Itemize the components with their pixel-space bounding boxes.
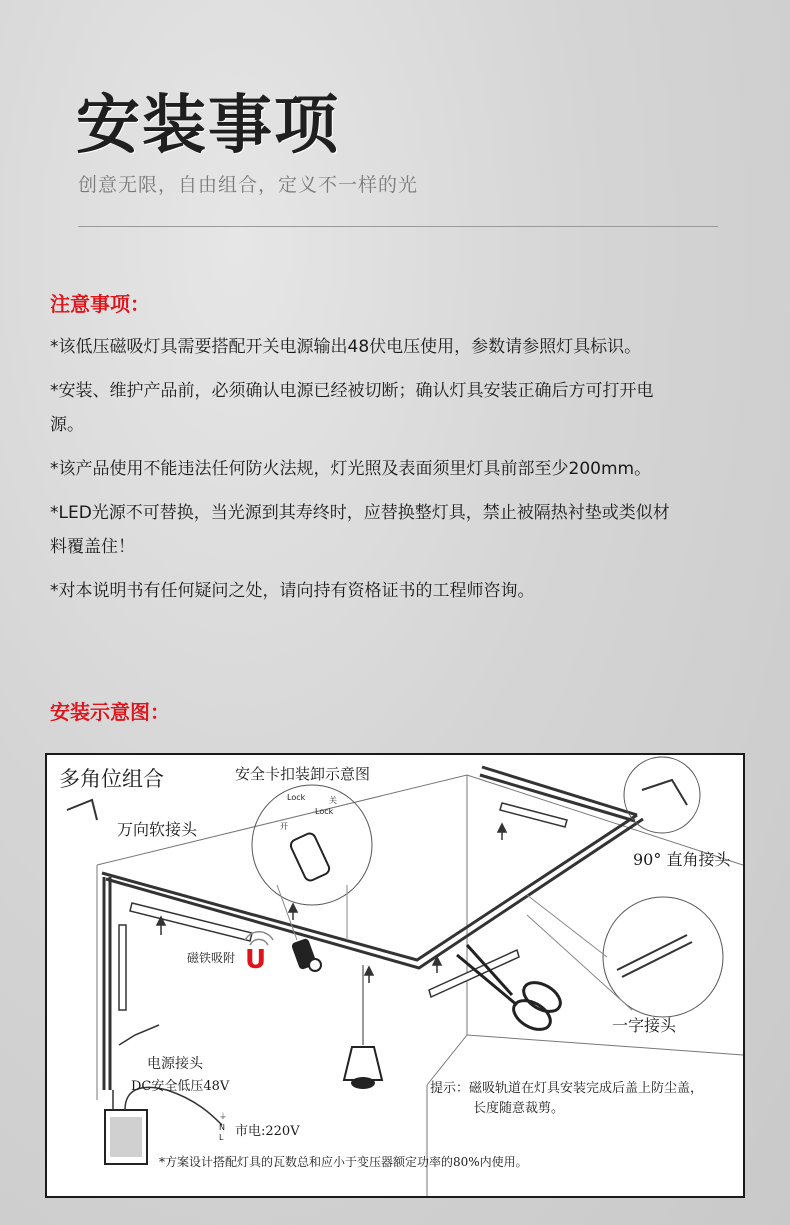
label-magnet: 磁铁吸附 (187, 951, 236, 965)
label-right-angle: 90° 直角接头 (633, 850, 731, 869)
notice-item: *该低压磁吸灯具需要搭配开关电源输出48伏电压使用，参数请参照灯具标识。 (50, 337, 642, 357)
label-power-connector: 电源接头 (147, 1056, 203, 1072)
notice-item: *对本说明书有任何疑问之处，请向持有资格证书的工程师咨询。 (50, 581, 535, 601)
notice-item: *该产品使用不能违法任何防火法规，灯光照及表面须里灯具前部至少200mm。 (50, 459, 652, 479)
terminal-ground: ⏚ (219, 1112, 227, 1121)
label-lock-a: Lock (287, 793, 306, 802)
label-multi-angle: 多角位组合 (59, 767, 164, 791)
page-subtitle: 创意无限，自由组合，定义不一样的光 (78, 174, 419, 196)
label-tip-line2: 长度随意裁剪。 (473, 1101, 565, 1116)
magnet-symbol: U (245, 945, 267, 975)
label-dc-voltage: DC安全低压48V (131, 1079, 230, 1094)
pendant-lamp (344, 965, 382, 1089)
notice-list (50, 330, 690, 618)
label-tip-line1: 提示：磁吸轨道在灯具安装完成后盖上防尘盖， (430, 1081, 704, 1096)
power-supply (105, 1025, 222, 1164)
label-straight-connector: 一字接头 (612, 1016, 677, 1035)
label-mains: 市电:220V (235, 1124, 300, 1139)
page-title: 安装事项 (76, 89, 340, 163)
installation-diagram (45, 753, 745, 1198)
label-flex-connector: 万向软接头 (117, 820, 198, 839)
diagram-heading: 安装示意图： (50, 700, 170, 724)
label-footnote: *方案设计搭配灯具的瓦数总和应小于变压器额定功率的80%内使用。 (159, 1155, 528, 1169)
header-divider (78, 226, 718, 227)
label-lock-b: Lock (315, 807, 334, 816)
detail-callouts (252, 757, 723, 1017)
terminal-l: L (219, 1133, 224, 1142)
label-open-a: 开 (280, 822, 288, 831)
notice-item: *LED光源不可替换，当光源到其寿终时，应替换整灯具，禁止被隔热衬垫或类似材料覆盖住！ (50, 503, 670, 557)
notice-heading: 注意事项： (50, 292, 150, 316)
spotlights (289, 832, 331, 971)
terminal-n: N (219, 1123, 225, 1132)
label-safety-clip: 安全卡扣装卸示意图 (235, 765, 371, 783)
notice-item: *安装、维护产品前，必须确认电源已经被切断；确认灯具安装正确后方可打开电源。 (50, 381, 654, 435)
label-open-b: 关 (329, 796, 337, 805)
